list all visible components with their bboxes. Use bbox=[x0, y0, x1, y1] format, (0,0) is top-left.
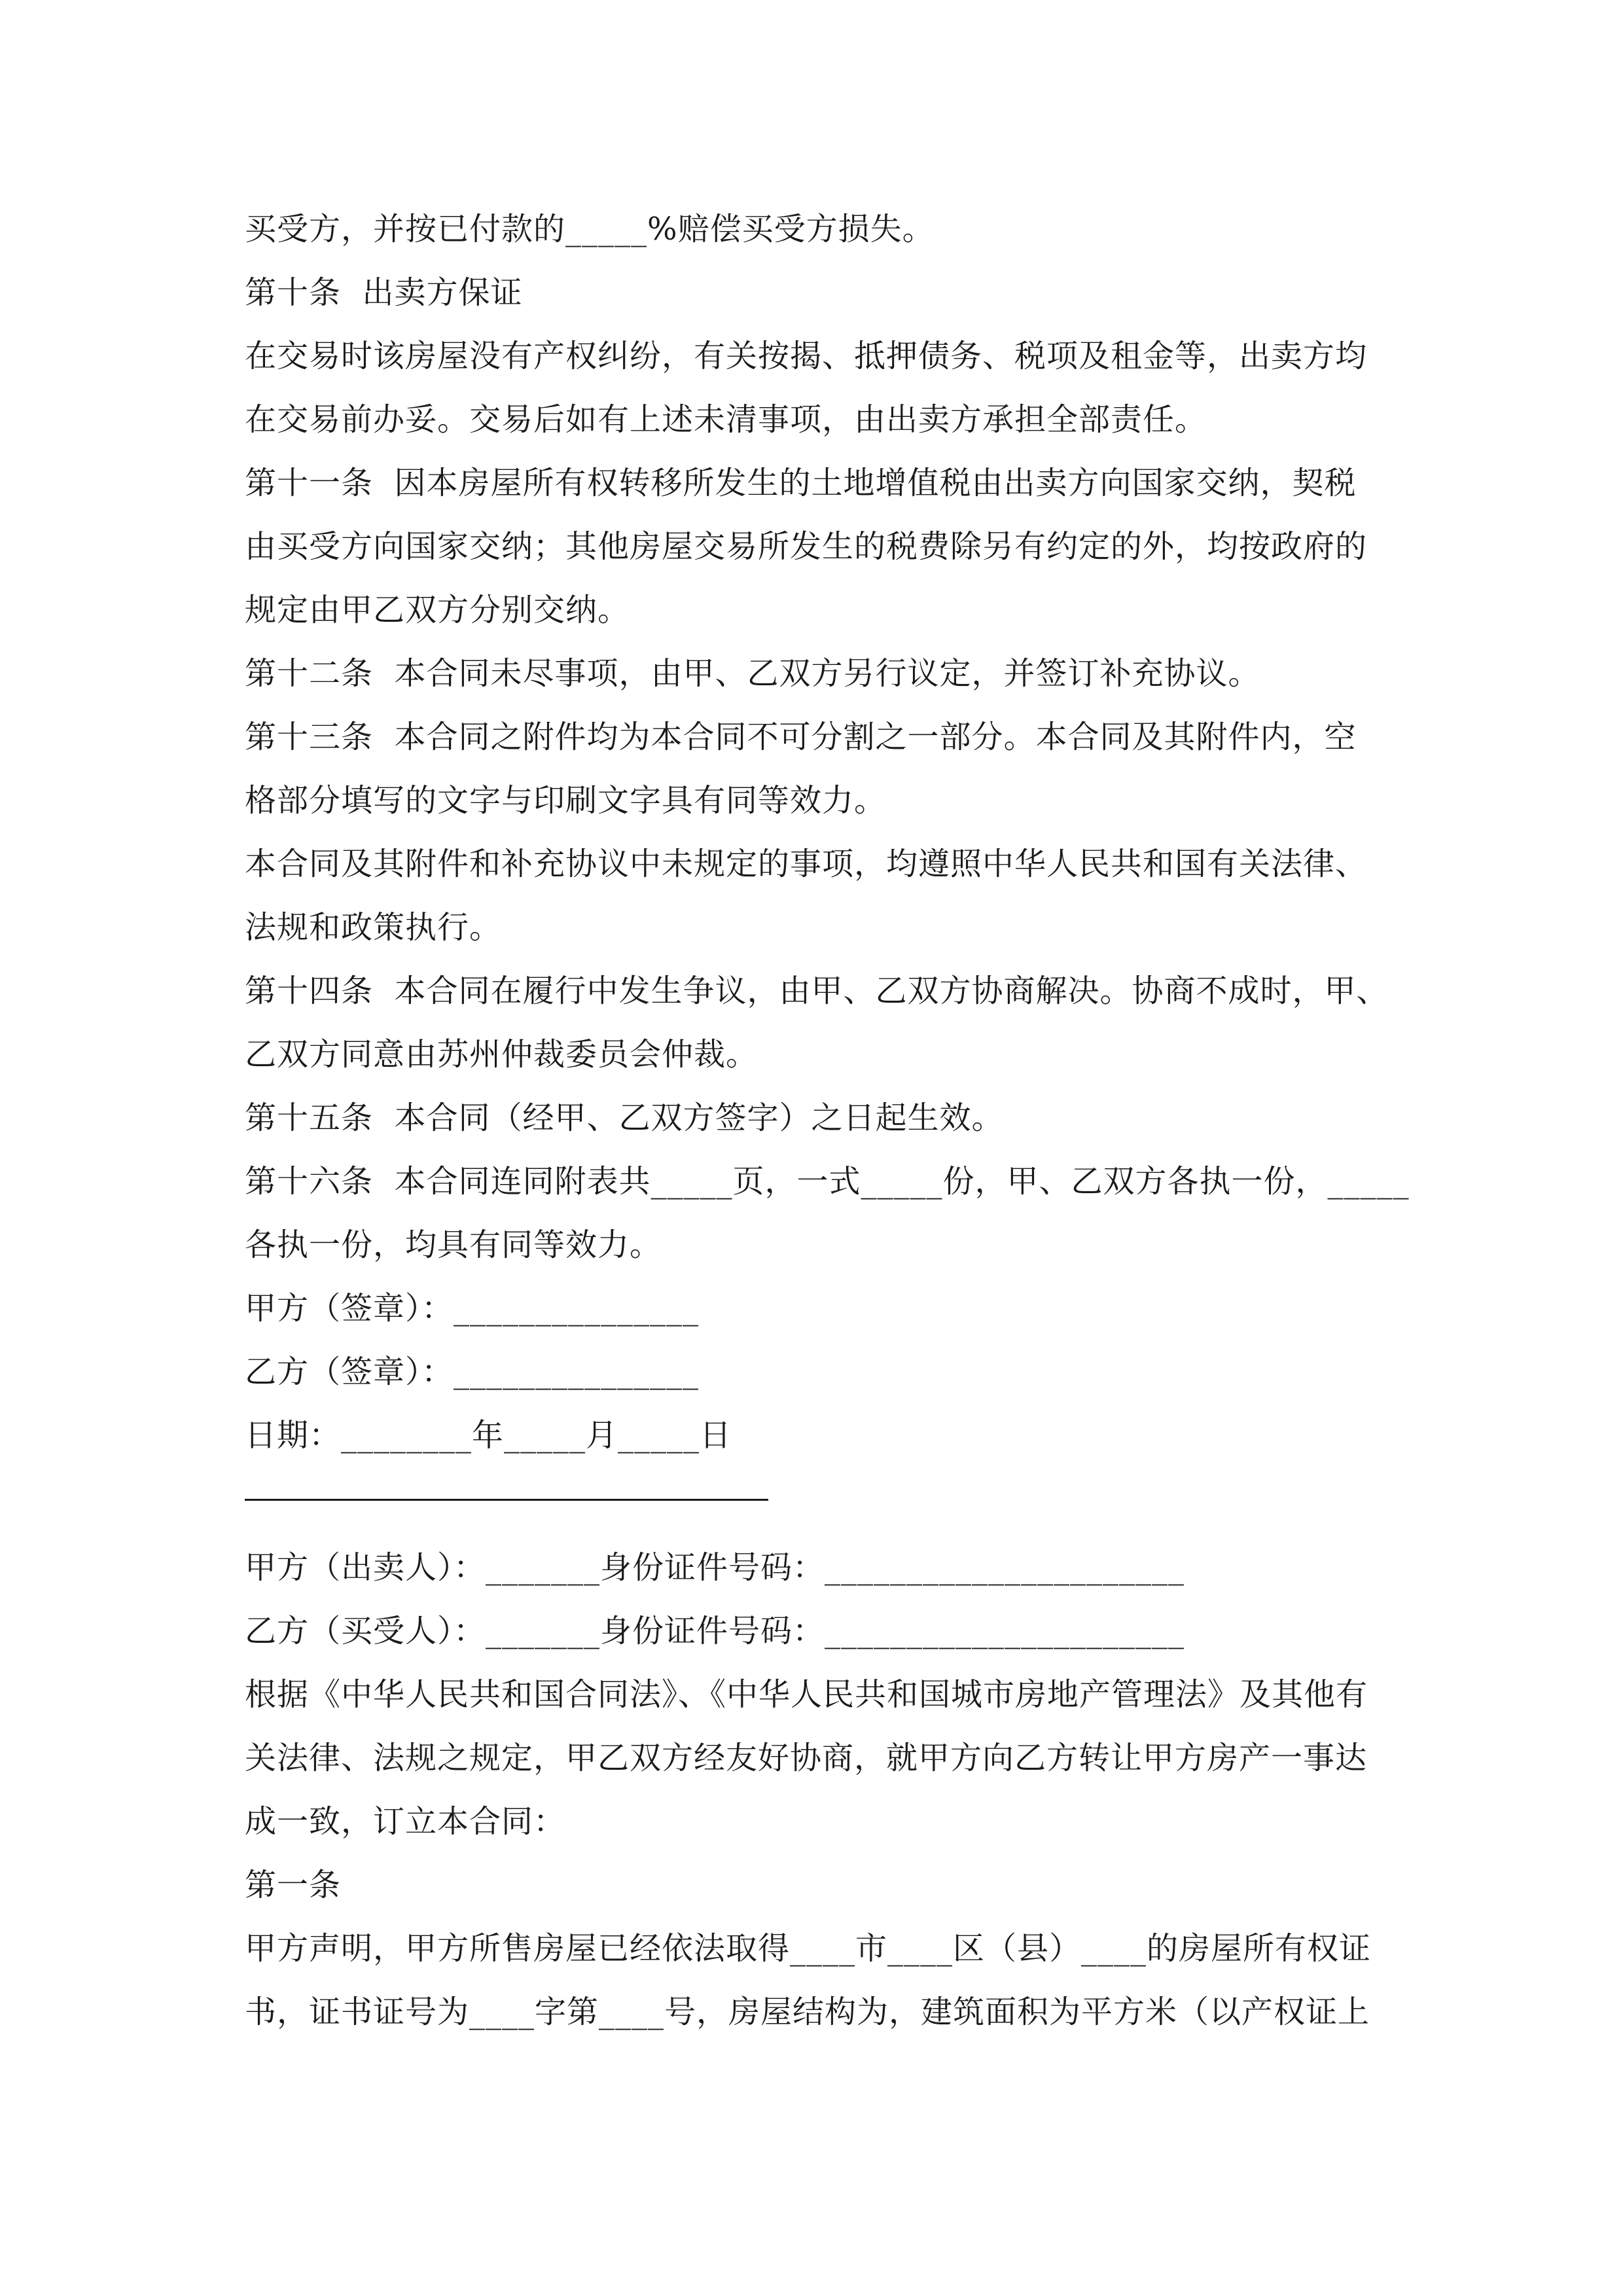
text-line: 乙双方同意由苏州仲裁委员会仲裁。 bbox=[245, 1036, 758, 1073]
buyer-id-line: 乙方（买受人）：_______身份证件号码：______________________ bbox=[245, 1613, 1185, 1649]
text-line: 由买受方向国家交纳；其他房屋交易所发生的税费除另有约定的外，均按政府的 bbox=[245, 528, 1368, 565]
article-10-heading: 第十条 出卖方保证 bbox=[245, 274, 523, 311]
article-13-text: 第十三条 本合同之附件均为本合同不可分割之一部分。本合同及其附件内，空 bbox=[245, 719, 1357, 755]
text-line: 成一致，订立本合同： bbox=[245, 1803, 566, 1840]
text-line: 本合同及其附件和补充协议中未规定的事项，均遵照中华人民共和国有关法律、 bbox=[245, 846, 1368, 882]
text-line: 格部分填写的文字与印刷文字具有同等效力。 bbox=[245, 782, 887, 819]
article-12-text: 第十二条 本合同未尽事项，由甲、乙双方另行议定，并签订补充协议。 bbox=[245, 655, 1260, 692]
article-11-text: 第十一条 因本房屋所有权转移所发生的土地增值税由出卖方向国家交纳，契税 bbox=[245, 465, 1357, 501]
section-divider bbox=[245, 1499, 768, 1501]
text-line: 在交易前办妥。交易后如有上述未清事项，由出卖方承担全部责任。 bbox=[245, 401, 1207, 438]
seller-id-line: 甲方（出卖人）：_______身份证件号码：______________________ bbox=[245, 1549, 1185, 1586]
article-16-text: 第十六条 本合同连同附表共_____页，一式_____份，甲、乙双方各执一份，_____ bbox=[245, 1163, 1410, 1200]
article-1-text: 甲方声明，甲方所售房屋已经依法取得____市____区（县）____的房屋所有权证 bbox=[245, 1930, 1372, 1967]
text-line: 法规和政策执行。 bbox=[245, 909, 502, 946]
article-14-text: 第十四条 本合同在履行中发生争议，由甲、乙双方协商解决。协商不成时，甲、 bbox=[245, 973, 1389, 1009]
text-line: 在交易时该房屋没有产权纠纷，有关按揭、抵押债务、税项及租金等，出卖方均 bbox=[245, 338, 1368, 374]
article-1-heading: 第一条 bbox=[245, 1867, 342, 1903]
text-line: 各执一份，均具有同等效力。 bbox=[245, 1227, 662, 1263]
text-line: 书，证书证号为____字第____号，房屋结构为，建筑面积为平方米（以产权证上 bbox=[245, 1994, 1370, 2030]
text-line: 关法律、法规之规定，甲乙双方经友好协商，就甲方向乙方转让甲方房产一事达 bbox=[245, 1740, 1368, 1776]
article-15-text: 第十五条 本合同（经甲、乙双方签字）之日起生效。 bbox=[245, 1100, 1004, 1136]
preamble-text: 根据《中华人民共和国合同法》、《中华人民共和国城市房地产管理法》及其他有 bbox=[245, 1676, 1368, 1713]
date-line: 日期：________年_____月_____日 bbox=[245, 1417, 732, 1454]
party-a-signature-line: 甲方（签章）：_______________ bbox=[245, 1290, 700, 1327]
party-b-signature-line: 乙方（签章）：_______________ bbox=[245, 1354, 700, 1390]
text-line: 规定由甲乙双方分别交纳。 bbox=[245, 592, 630, 628]
text-line: 买受方，并按已付款的_____%赔偿买受方损失。 bbox=[245, 211, 935, 247]
